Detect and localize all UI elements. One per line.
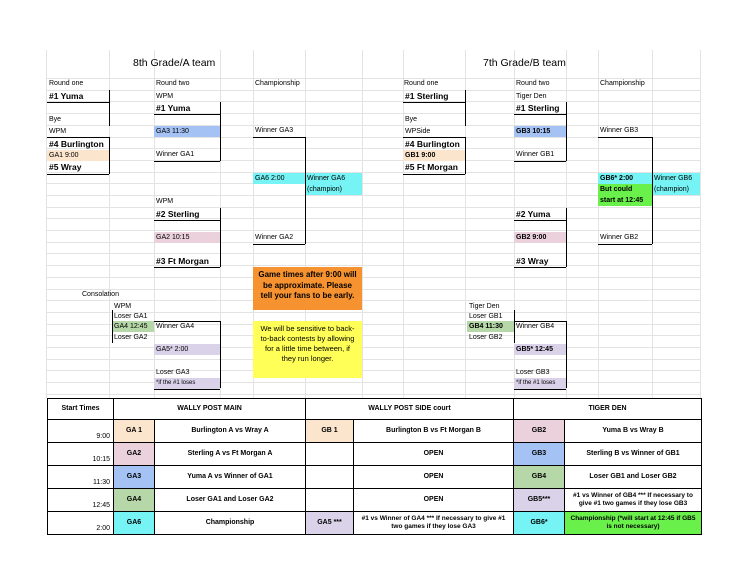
team-b-r2-sterling: #1 Sterling bbox=[516, 103, 560, 113]
team-a-round-one: Round one bbox=[49, 80, 84, 87]
bracket-line bbox=[514, 389, 566, 390]
bracket-line bbox=[514, 267, 566, 268]
team-b-game-gb5: GB5* 12:45 bbox=[514, 344, 566, 355]
bracket-line bbox=[220, 208, 221, 267]
bracket-line bbox=[514, 310, 515, 343]
gridline bbox=[46, 90, 700, 91]
team-b-winner-gb6: Winner GB6 bbox=[652, 173, 700, 184]
gridline bbox=[46, 148, 700, 149]
gridline bbox=[700, 50, 701, 398]
gridline bbox=[46, 359, 700, 360]
main-matchup: Burlington A vs Wray A bbox=[155, 420, 306, 443]
team-b-champion: (champion) bbox=[652, 184, 700, 195]
gridline bbox=[46, 207, 700, 208]
schedule-row bbox=[48, 420, 702, 443]
side-game-code bbox=[306, 466, 354, 489]
bracket-line bbox=[154, 220, 220, 221]
schedule-table bbox=[47, 398, 702, 535]
main-game-code: GA3 bbox=[114, 466, 155, 489]
bracket-line bbox=[154, 161, 220, 162]
tiger-matchup: Loser GB1 and Loser GB2 bbox=[565, 466, 702, 489]
schedule-row bbox=[48, 443, 702, 466]
side-matchup: OPEN bbox=[354, 443, 514, 466]
header-start-times: Start Times bbox=[48, 399, 114, 420]
team-b-round-one: Round one bbox=[404, 80, 439, 87]
team-a-seed-yuma: #1 Yuma bbox=[49, 91, 84, 101]
bracket-line bbox=[253, 137, 305, 138]
schedule-time: 12:45 bbox=[48, 489, 114, 512]
gridline bbox=[46, 253, 700, 254]
team-a-venue-wpm-3: WPM bbox=[156, 198, 174, 205]
bracket-line bbox=[154, 114, 220, 115]
team-b-game-gb1: GB1 9:00 bbox=[403, 150, 465, 161]
team-b-start-at: start at 12:45 bbox=[598, 195, 652, 206]
main-matchup: Sterling A vs Ft Morgan A bbox=[155, 443, 306, 466]
back-to-back-note: We will be sensitive to back-to-back contests by allowing for a little time between, if they run longer. bbox=[253, 321, 362, 378]
bracket-line bbox=[154, 389, 220, 390]
team-b-if-loses-note: *if the #1 loses bbox=[514, 378, 566, 389]
main-matchup: Loser GA1 and Loser GA2 bbox=[155, 489, 306, 512]
team-b-winner-gb4: Winner GB4 bbox=[516, 323, 555, 330]
schedule-time: 9:00 bbox=[48, 420, 114, 443]
team-b-bye: Bye bbox=[405, 116, 418, 123]
team-a-game-ga6: GA6 2:00 bbox=[253, 173, 305, 184]
game-times-note: Game times after 9:00 will be approximate. Please tell your fans to be early. bbox=[253, 267, 362, 310]
team-a-seed-ftmorgan: #3 Ft Morgan bbox=[156, 256, 209, 266]
team-a-venue-wpm-4: WPM bbox=[114, 303, 132, 310]
team-a-loser-ga1: Loser GA1 bbox=[114, 313, 148, 320]
team-a-champion: (champion) bbox=[305, 184, 362, 195]
bracket-line bbox=[566, 208, 567, 267]
header-wally-post-main: WALLY POST MAIN bbox=[114, 399, 306, 420]
bracket-line bbox=[403, 174, 465, 175]
gridline bbox=[46, 277, 700, 278]
team-b-venue-wpside: WPSide bbox=[405, 128, 431, 135]
team-a-consolation: Consolation bbox=[82, 291, 119, 298]
team-b-seed-yuma: #2 Yuma bbox=[516, 209, 551, 219]
gridline bbox=[598, 50, 599, 398]
bracket-line bbox=[514, 161, 566, 162]
schedule-time: 11:30 bbox=[48, 466, 114, 489]
main-game-code: GA2 bbox=[114, 443, 155, 466]
team-a-winner-ga4: Winner GA4 bbox=[156, 323, 195, 330]
side-game-code bbox=[306, 489, 354, 512]
team-b-game-gb3: GB3 10:15 bbox=[514, 126, 566, 137]
team-a-r2-yuma: #1 Yuma bbox=[156, 103, 191, 113]
team-a-seed-burlington: #4 Burlington bbox=[49, 139, 104, 149]
team-b-seed-burlington: #4 Burlington bbox=[405, 139, 460, 149]
tiger-matchup: Sterling B vs Winner of GB1 bbox=[565, 443, 702, 466]
bracket-line bbox=[514, 114, 566, 115]
team-b-loser-gb3: Loser GB3 bbox=[516, 369, 550, 376]
tiger-matchup: Championship (*will start at 12:45 if GB5 is not necessary) bbox=[565, 512, 702, 535]
team-b-venue-tiger-den: Tiger Den bbox=[516, 93, 547, 100]
gridline bbox=[46, 394, 700, 395]
bracket-line bbox=[465, 90, 466, 126]
bracket-line bbox=[47, 102, 109, 103]
team-b-loser-gb2: Loser GB2 bbox=[469, 334, 503, 341]
gridline bbox=[46, 101, 700, 102]
bracket-line bbox=[403, 102, 465, 103]
bracket-line bbox=[305, 137, 306, 244]
team-b-seed-wray: #3 Wray bbox=[516, 256, 549, 266]
team-a-if-loses-note: *if the #1 loses bbox=[154, 378, 220, 389]
gridline bbox=[362, 50, 363, 398]
team-a-game-ga5: GA5* 2:00 bbox=[154, 344, 220, 355]
team-a-seed-sterling: #2 Sterling bbox=[156, 209, 200, 219]
main-matchup: Yuma A vs Winner of GA1 bbox=[155, 466, 306, 489]
bracket-line bbox=[566, 102, 567, 161]
team-b-but-could: But could bbox=[598, 184, 652, 195]
main-game-code: GA6 bbox=[114, 512, 155, 535]
side-matchup: Burlington B vs Ft Morgan B bbox=[354, 420, 514, 443]
team-a-game-ga3: GA3 11:30 bbox=[154, 126, 220, 137]
side-game-code: GA5 *** bbox=[306, 512, 354, 535]
team-a-championship: Championship bbox=[255, 80, 300, 87]
schedule-time: 2:00 bbox=[48, 512, 114, 535]
side-game-code bbox=[306, 443, 354, 466]
schedule-row bbox=[48, 512, 702, 535]
tiger-game-code: GB3 bbox=[514, 443, 565, 466]
bracket-line bbox=[403, 137, 465, 138]
team-a-title: 8th Grade/A team bbox=[133, 57, 216, 69]
gridline bbox=[46, 347, 700, 348]
team-b-title: 7th Grade/B team bbox=[483, 57, 566, 69]
team-a-loser-ga3: Loser GA3 bbox=[156, 369, 190, 376]
bracket-line bbox=[598, 244, 652, 245]
team-a-game-ga2: GA2 10:15 bbox=[154, 232, 220, 243]
bracket-line bbox=[514, 321, 566, 322]
team-b-seed-ftmorgan: #5 Ft Morgan bbox=[405, 162, 458, 172]
schedule-header-row bbox=[48, 399, 702, 420]
team-a-venue-wpm-2: WPM bbox=[49, 128, 67, 135]
team-b-winner-gb3: Winner GB3 bbox=[600, 127, 639, 134]
main-game-code: GA4 bbox=[114, 489, 155, 512]
schedule-time: 10:15 bbox=[48, 443, 114, 466]
gridline bbox=[46, 160, 700, 161]
team-b-game-gb4: GB4 11:30 bbox=[467, 321, 514, 332]
schedule-row bbox=[48, 466, 702, 489]
bracket-line bbox=[47, 174, 109, 175]
team-a-winner-ga1: Winner GA1 bbox=[156, 151, 195, 158]
team-a-winner-ga3: Winner GA3 bbox=[255, 127, 294, 134]
team-a-game-ga1: GA1 9:00 bbox=[47, 150, 109, 161]
bracket-line bbox=[566, 321, 567, 388]
tiger-game-code: GB5*** bbox=[514, 489, 565, 512]
gridline bbox=[46, 113, 700, 114]
tiger-matchup: #1 vs Winner of GB4 *** If necessary to give #1 two games if they lose GB3 bbox=[565, 489, 702, 512]
schedule-row bbox=[48, 489, 702, 512]
header-tiger-den: TIGER DEN bbox=[514, 399, 702, 420]
team-a-game-ga4: GA4 12:45 bbox=[112, 321, 154, 332]
schedule-body bbox=[48, 420, 702, 535]
gridline bbox=[46, 289, 700, 290]
gridline bbox=[46, 230, 700, 231]
team-a-loser-ga2: Loser GA2 bbox=[114, 334, 148, 341]
team-a-winner-ga2: Winner GA2 bbox=[255, 234, 294, 241]
team-b-round-two: Round two bbox=[516, 80, 550, 87]
team-a-round-two: Round two bbox=[156, 80, 190, 87]
team-a-winner-ga6: Winner GA6 bbox=[305, 173, 362, 184]
team-b-winner-gb1: Winner GB1 bbox=[516, 151, 555, 158]
bracket-line bbox=[514, 220, 566, 221]
bracket-line bbox=[47, 137, 109, 138]
bracket-line bbox=[109, 137, 110, 174]
gridline bbox=[46, 382, 700, 383]
bracket-line bbox=[598, 137, 652, 138]
gridline bbox=[46, 265, 700, 266]
gridline bbox=[46, 218, 700, 219]
bracket-line bbox=[652, 137, 653, 244]
bracket-line bbox=[154, 267, 220, 268]
bracket-line bbox=[112, 310, 113, 343]
side-matchup: OPEN bbox=[354, 466, 514, 489]
tiger-game-code: GB4 bbox=[514, 466, 565, 489]
bracket-line bbox=[253, 244, 305, 245]
team-a-seed-wray: #5 Wray bbox=[49, 162, 82, 172]
gridline bbox=[46, 370, 700, 371]
gridline bbox=[46, 300, 700, 301]
tiger-matchup: Yuma B vs Wray B bbox=[565, 420, 702, 443]
team-b-game-gb2: GB2 9:00 bbox=[514, 232, 566, 243]
team-b-venue-tiger-den-2: Tiger Den bbox=[469, 303, 500, 310]
tiger-game-code: GB6* bbox=[514, 512, 565, 535]
main-matchup: Championship bbox=[155, 512, 306, 535]
team-b-loser-gb1: Loser GB1 bbox=[469, 313, 503, 320]
side-game-code: GB 1 bbox=[306, 420, 354, 443]
main-game-code: GA 1 bbox=[114, 420, 155, 443]
bracket-line bbox=[220, 321, 221, 388]
team-b-seed-sterling: #1 Sterling bbox=[405, 91, 449, 101]
bracket-line bbox=[220, 102, 221, 161]
bracket-line bbox=[109, 90, 110, 126]
side-matchup: OPEN bbox=[354, 489, 514, 512]
header-wally-post-side: WALLY POST SIDE court bbox=[306, 399, 514, 420]
team-b-winner-gb2: Winner GB2 bbox=[600, 234, 639, 241]
side-matchup: #1 vs Winner of GA4 *** If necessary to give #1 two games if they lose GA3 bbox=[354, 512, 514, 535]
tiger-game-code: GB2 bbox=[514, 420, 565, 443]
team-b-game-gb6: GB6* 2:00 bbox=[598, 173, 652, 184]
bracket-line bbox=[465, 137, 466, 174]
bracket-line bbox=[154, 321, 220, 322]
team-a-bye: Bye bbox=[49, 116, 62, 123]
team-a-venue-wpm: WPM bbox=[156, 93, 174, 100]
team-b-championship: Championship bbox=[600, 80, 645, 87]
